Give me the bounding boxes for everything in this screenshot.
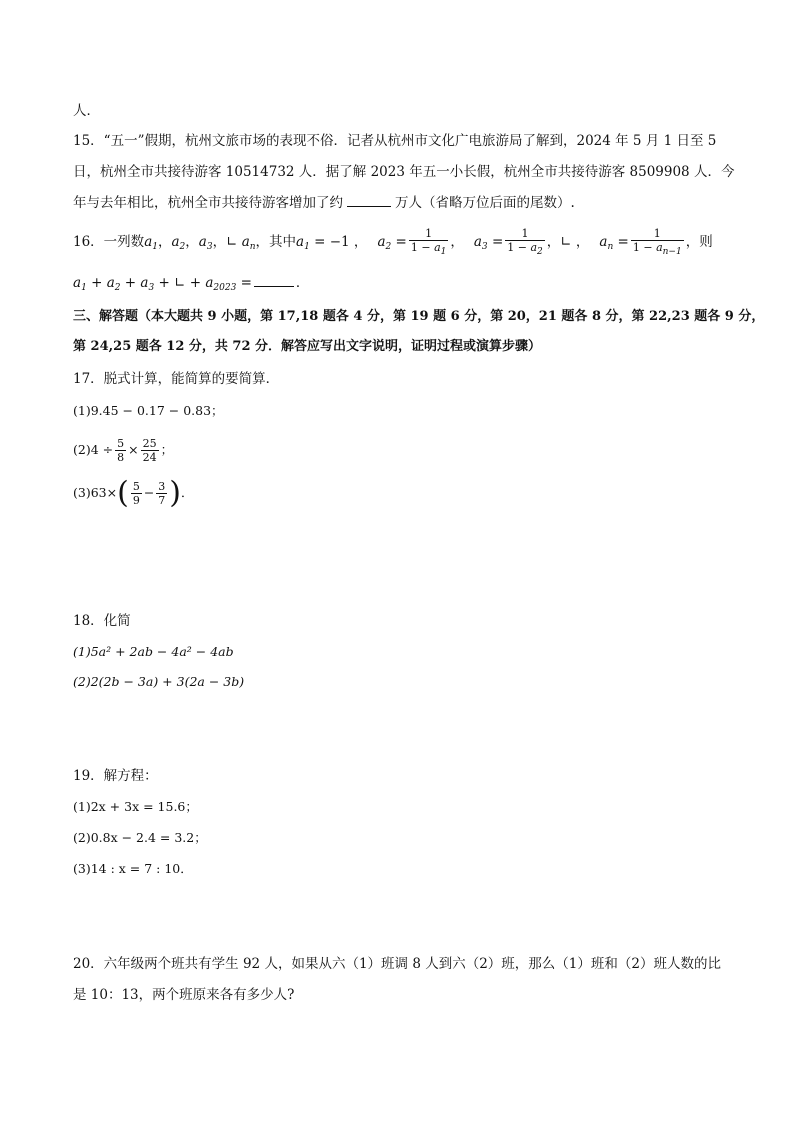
sub: 2	[114, 283, 121, 293]
q17-p2-prefix: (2)4 ÷	[73, 442, 114, 457]
sub: 1	[152, 242, 158, 252]
q20-line2: 是 10：13，两个班原来各有多少人?	[73, 987, 295, 1003]
one-minus: 1 −	[507, 240, 531, 254]
q17-part2	[73, 430, 173, 470]
times-sign: ×	[128, 442, 139, 457]
q18-part2: (2)2(2b − 3a) + 3(2a − 3b)	[73, 674, 245, 689]
top-fragment: 人．	[73, 103, 100, 119]
sub: 2	[537, 246, 543, 257]
term-a1: $a_1$	[144, 234, 158, 252]
term-a1-def: $a_1$	[296, 234, 310, 252]
ellipsis-glyph: ∟	[560, 234, 572, 250]
answer-blank-16[interactable]	[254, 273, 294, 287]
q15-line2: 日，杭州全市共接待游客 10514732 人．据了解 2023 年五一小长假，杭州全市共接待游客 8509908 人．今	[73, 164, 735, 180]
one-minus: 1 −	[410, 240, 435, 254]
frac-num: 1	[521, 226, 529, 240]
term-a2-def: $a_2$	[377, 234, 392, 252]
left-paren: (	[117, 475, 129, 511]
term-a3-def: $a_3$	[473, 234, 488, 252]
frac-num: 25	[142, 437, 157, 450]
frac-den: 24	[142, 451, 157, 464]
q19-part3: (3)14 : x = 7 : 10．	[73, 861, 193, 876]
sub: n−1	[662, 246, 682, 257]
sum-eq: =	[240, 275, 252, 291]
frac-den: $1 - a_{n-1}$	[632, 240, 682, 257]
sub: 1	[304, 242, 310, 252]
q19-title: 19．解方程：	[73, 768, 158, 784]
q16-then: ，则	[685, 234, 713, 250]
section3-line2: 第 24,25 题各 12 分，共 72 分．解答应写出文字说明，证明过程或演算步骤）	[73, 339, 542, 354]
term-a2: $a_2$	[171, 234, 186, 252]
sub: 3	[206, 242, 213, 252]
q15-line3-b: 万人（省略万位后面的尾数）.	[395, 195, 575, 211]
minus-sign: −	[143, 485, 155, 500]
q15-line3-a: 年与去年相比，杭州全市共接待游客增加了约	[73, 195, 343, 211]
frac-den: 9	[132, 494, 140, 507]
sub: 3	[481, 242, 488, 252]
q17-p3-prefix: (3)63×	[73, 485, 118, 500]
term-a3: $a_3$	[198, 234, 213, 252]
q17-part3	[73, 471, 194, 515]
q15-line1: 15．“五一”假期，杭州文旅市场的表现不俗．记者从杭州市文化广电旅游局了解到，2024 年 5 月 1 日至 5	[73, 133, 717, 149]
sub: 2	[179, 242, 186, 252]
q17-title: 17．脱式计算，能简算的要简算．	[73, 371, 280, 387]
frac-den: 8	[117, 451, 125, 464]
sub: 1	[440, 246, 447, 257]
q16-end: ．	[295, 275, 310, 291]
frac-num: 5	[117, 437, 125, 450]
frac-num: 3	[158, 480, 166, 493]
frac-den: $1 - a_1$	[410, 240, 447, 257]
fraction-3-7	[156, 480, 167, 507]
q15-line3	[73, 193, 575, 213]
sub: n	[607, 242, 614, 252]
sub: 3	[148, 283, 155, 293]
term-an-def: $a_n$	[599, 234, 614, 252]
right-paren: )	[169, 475, 182, 511]
fraction-5-9	[131, 480, 142, 507]
fraction-5-8	[115, 437, 126, 464]
frac-num: 1	[425, 226, 433, 240]
q16-line1: 16．一列数$a_1$，$a_2$，$a_3$，∟ $a_n$，其中$a_1 = -1$ ， $a_2$ = $\frac{1}{1 - a_1}$ ， $a_3$ = $\frac{1}{1 - a_2}$ ，∟ ， $a_n$ = $\frac{1}{1 - a_{n-1}}$ ，则	[73, 226, 713, 257]
ellipsis-glyph: ∟	[174, 275, 186, 291]
q19-part1: (1)2x + 3x = 15.6；	[73, 799, 198, 814]
one-minus: 1 −	[632, 240, 657, 254]
fraction-25-24	[141, 437, 159, 464]
fraction-a2	[409, 227, 449, 259]
q18-title: 18．化简	[73, 613, 131, 629]
frac-num: 1	[653, 226, 661, 240]
q19-part2: (2)0.8x − 2.4 = 3.2；	[73, 830, 207, 845]
fraction-a3	[505, 227, 545, 259]
term-an: $a_n$	[241, 234, 256, 252]
sub: n	[249, 242, 256, 252]
q16-mid: ，其中	[255, 234, 297, 250]
sub: 1	[81, 283, 87, 293]
fraction-an	[631, 227, 684, 259]
q18-part1: (1)5a² + 2ab − 4a² − 4ab	[73, 644, 234, 659]
ellipsis-glyph: ∟	[226, 234, 238, 250]
q17-part1: (1)9.45 − 0.17 − 0.83；	[73, 403, 224, 418]
frac-den: 7	[158, 494, 166, 507]
a1-value: = −1 ，	[314, 234, 368, 250]
sub: 2	[385, 242, 392, 252]
q17-p2-end: ；	[160, 442, 174, 457]
answer-blank-15[interactable]	[347, 193, 391, 207]
q16-lead: 16．一列数	[73, 234, 145, 250]
q16-line2: $a_1 + a_2 + a_3$ + ∟ + $a_{2023}$ = ．	[73, 275, 310, 293]
section3-line1: 三、解答题（本大题共 9 小题，第 17,18 题各 4 分，第 19 题 6 分，第 20，21 题各 8 分，第 22,23 题各 9 分，	[73, 309, 765, 324]
frac-num: 5	[132, 480, 140, 493]
q20-line1: 20．六年级两个班共有学生 92 人，如果从六（1）班调 8 人到六（2）班，那么（1）班和（2）班人数的比	[73, 956, 721, 972]
frac-den: $1 - a_2$	[507, 240, 543, 257]
q17-p3-end: ．	[181, 485, 194, 500]
sub: 2023	[213, 283, 237, 293]
